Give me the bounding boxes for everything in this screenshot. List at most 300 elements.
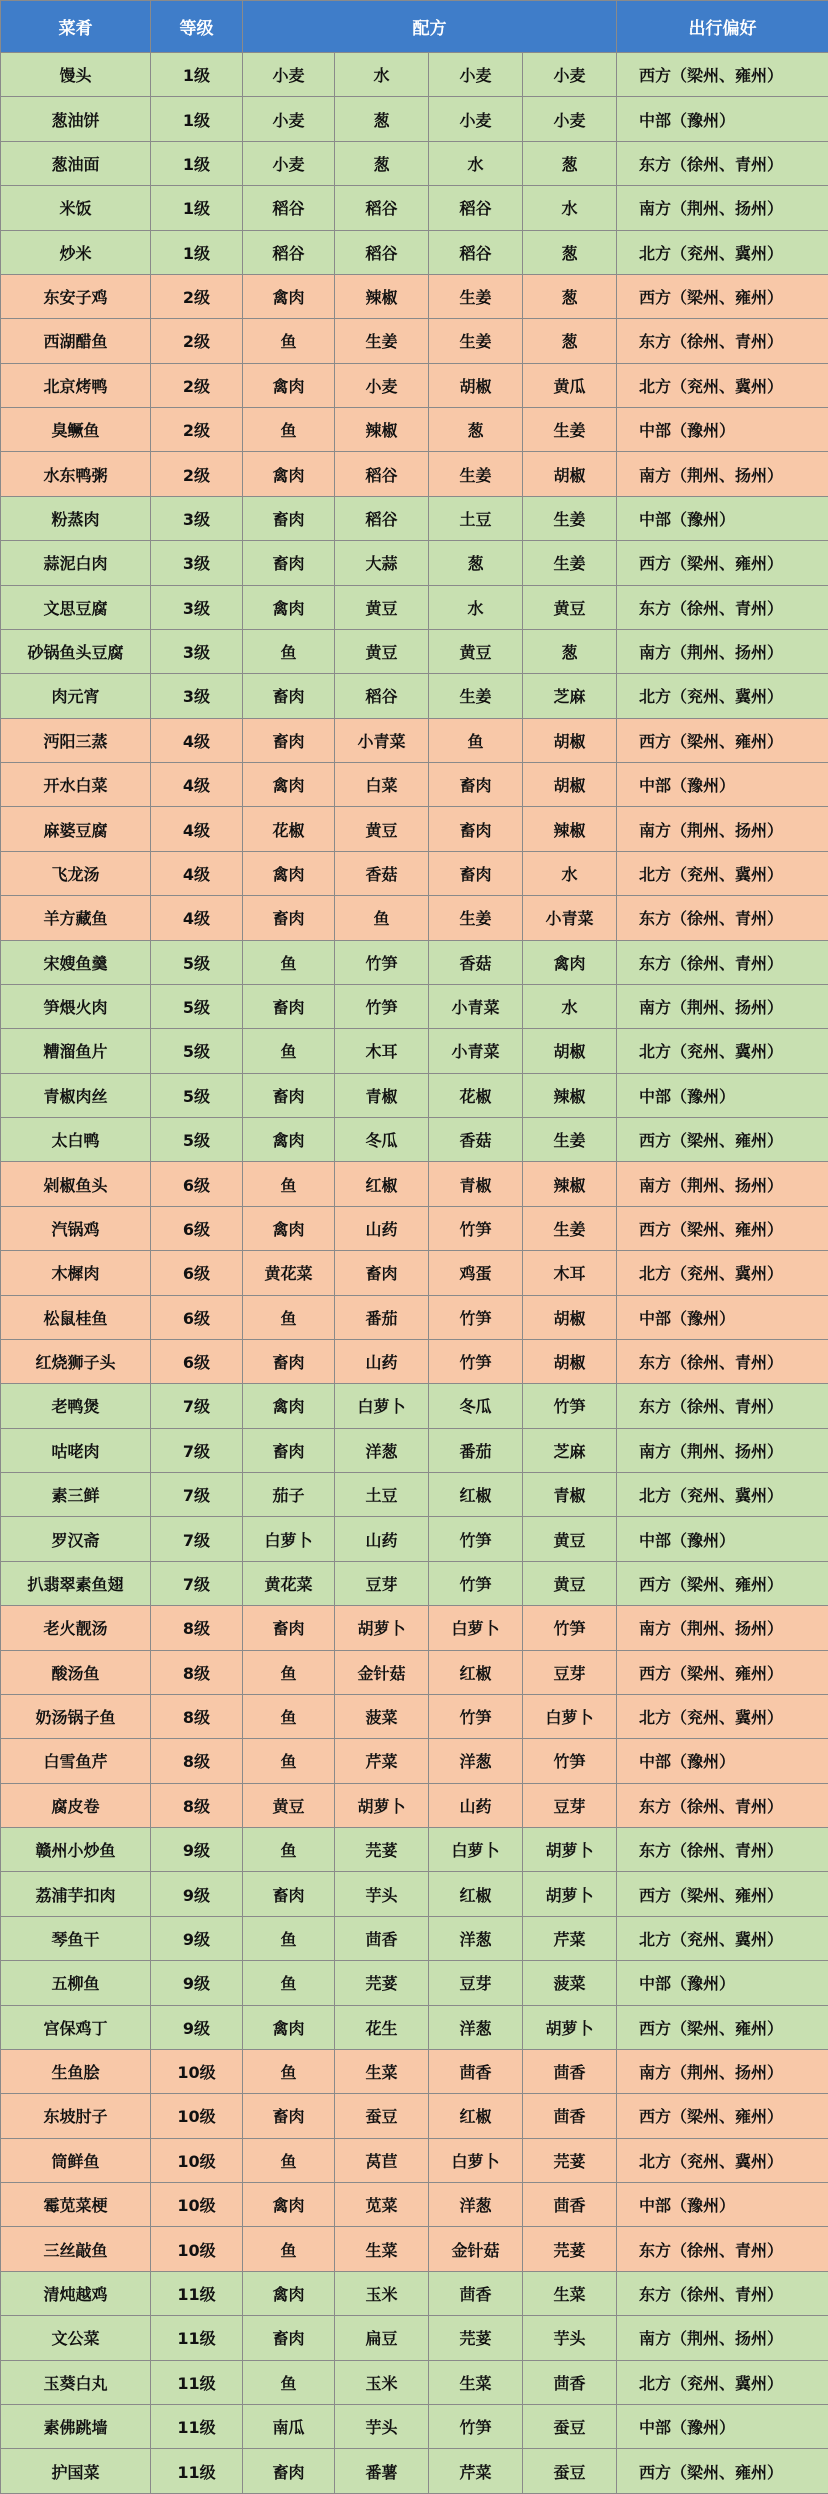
travel-preference-cell: 中部（豫州）	[617, 1517, 828, 1561]
level-cell: 11级	[151, 2449, 243, 2494]
dish-name-cell: 剁椒鱼头	[1, 1162, 151, 1206]
level-cell: 4级	[151, 896, 243, 940]
ingredient-cell: 葱	[523, 274, 617, 318]
ingredient-cell: 鸡蛋	[429, 1251, 523, 1295]
travel-preference-cell: 东方（徐州、青州）	[617, 1783, 828, 1827]
ingredient-cell: 红椒	[429, 1872, 523, 1916]
level-cell: 8级	[151, 1694, 243, 1738]
ingredient-cell: 生姜	[429, 674, 523, 718]
table-body	[1, 53, 828, 2494]
ingredient-cell: 菠菜	[523, 1961, 617, 2005]
table-row	[1, 1961, 828, 2005]
level-cell: 10级	[151, 2049, 243, 2093]
dish-name-cell: 生鱼脍	[1, 2049, 151, 2093]
level-cell: 7级	[151, 1384, 243, 1428]
ingredient-cell: 水	[429, 141, 523, 185]
ingredient-cell: 黄豆	[523, 1517, 617, 1561]
header-level: 等级	[151, 1, 243, 53]
ingredient-cell: 竹笋	[429, 1561, 523, 1605]
ingredient-cell: 青椒	[523, 1473, 617, 1517]
dish-name-cell: 葱油面	[1, 141, 151, 185]
dish-name-cell: 北京烤鸭	[1, 363, 151, 407]
dish-name-cell: 赣州小炒鱼	[1, 1828, 151, 1872]
ingredient-cell: 竹笋	[335, 984, 429, 1028]
ingredient-cell: 鱼	[243, 940, 335, 984]
ingredient-cell: 胡萝卜	[523, 1828, 617, 1872]
ingredient-cell: 黄花菜	[243, 1251, 335, 1295]
dish-name-cell: 东坡肘子	[1, 2094, 151, 2138]
ingredient-cell: 禽肉	[243, 1206, 335, 1250]
table-row	[1, 2404, 828, 2448]
travel-preference-cell: 东方（徐州、青州）	[617, 1828, 828, 1872]
ingredient-cell: 洋葱	[335, 1428, 429, 1472]
ingredient-cell: 玉米	[335, 2360, 429, 2404]
ingredient-cell: 茴香	[335, 1916, 429, 1960]
ingredient-cell: 禽肉	[243, 763, 335, 807]
ingredient-cell: 扁豆	[335, 2316, 429, 2360]
ingredient-cell: 小麦	[243, 141, 335, 185]
ingredient-cell: 胡椒	[523, 1339, 617, 1383]
table-row	[1, 53, 828, 97]
table-header	[1, 1, 828, 53]
ingredient-cell: 禽肉	[243, 851, 335, 895]
level-cell: 6级	[151, 1251, 243, 1295]
table-row	[1, 230, 828, 274]
travel-preference-cell: 南方（荆州、扬州）	[617, 186, 828, 230]
ingredient-cell: 花生	[335, 2005, 429, 2049]
ingredient-cell: 水	[335, 53, 429, 97]
ingredient-cell: 畜肉	[243, 1606, 335, 1650]
ingredient-cell: 红椒	[429, 1473, 523, 1517]
dish-name-cell: 酸汤鱼	[1, 1650, 151, 1694]
dish-name-cell: 老鸭煲	[1, 1384, 151, 1428]
ingredient-cell: 鱼	[243, 1961, 335, 2005]
ingredient-cell: 红椒	[429, 2094, 523, 2138]
ingredient-cell: 稻谷	[429, 230, 523, 274]
travel-preference-cell: 西方（梁州、雍州）	[617, 1561, 828, 1605]
table-row	[1, 1783, 828, 1827]
ingredient-cell: 番茄	[335, 1295, 429, 1339]
table-row	[1, 1029, 828, 1073]
ingredient-cell: 竹笋	[335, 940, 429, 984]
ingredient-cell: 禽肉	[523, 940, 617, 984]
ingredient-cell: 南瓜	[243, 2404, 335, 2448]
ingredient-cell: 黄豆	[523, 585, 617, 629]
dish-name-cell: 太白鸭	[1, 1118, 151, 1162]
ingredient-cell: 豆芽	[335, 1561, 429, 1605]
travel-preference-cell: 南方（荆州、扬州）	[617, 1162, 828, 1206]
table-row	[1, 718, 828, 762]
ingredient-cell: 白萝卜	[429, 1828, 523, 1872]
dish-name-cell: 红烧狮子头	[1, 1339, 151, 1383]
ingredient-cell: 竹笋	[429, 1694, 523, 1738]
travel-preference-cell: 南方（荆州、扬州）	[617, 1428, 828, 1472]
ingredient-cell: 黄瓜	[523, 363, 617, 407]
ingredient-cell: 花椒	[429, 1073, 523, 1117]
table-row	[1, 1916, 828, 1960]
ingredient-cell: 芫荽	[523, 2227, 617, 2271]
table-row	[1, 1650, 828, 1694]
level-cell: 1级	[151, 141, 243, 185]
travel-preference-cell: 西方（梁州、雍州）	[617, 1118, 828, 1162]
dish-name-cell: 霉苋菜梗	[1, 2183, 151, 2227]
ingredient-cell: 禽肉	[243, 363, 335, 407]
ingredient-cell: 青椒	[429, 1162, 523, 1206]
ingredient-cell: 茴香	[429, 2049, 523, 2093]
table-row	[1, 984, 828, 1028]
ingredient-cell: 生菜	[335, 2049, 429, 2093]
ingredient-cell: 畜肉	[243, 1428, 335, 1472]
level-cell: 1级	[151, 97, 243, 141]
ingredient-cell: 鱼	[243, 319, 335, 363]
ingredient-cell: 鱼	[243, 629, 335, 673]
table-row	[1, 2183, 828, 2227]
ingredient-cell: 番薯	[335, 2449, 429, 2494]
table-row	[1, 2360, 828, 2404]
travel-preference-cell: 中部（豫州）	[617, 2183, 828, 2227]
dish-name-cell: 炒米	[1, 230, 151, 274]
table-row	[1, 1872, 828, 1916]
ingredient-cell: 芋头	[335, 1872, 429, 1916]
dish-name-cell: 五柳鱼	[1, 1961, 151, 2005]
ingredient-cell: 水	[523, 186, 617, 230]
ingredient-cell: 鱼	[243, 1295, 335, 1339]
ingredient-cell: 番茄	[429, 1428, 523, 1472]
ingredient-cell: 芹菜	[429, 2449, 523, 2494]
travel-preference-cell: 东方（徐州、青州）	[617, 1384, 828, 1428]
ingredient-cell: 木耳	[523, 1251, 617, 1295]
ingredient-cell: 葱	[429, 541, 523, 585]
ingredient-cell: 小青菜	[335, 718, 429, 762]
dish-name-cell: 开水白菜	[1, 763, 151, 807]
ingredient-cell: 辣椒	[335, 408, 429, 452]
dish-name-cell: 汽锅鸡	[1, 1206, 151, 1250]
level-cell: 4级	[151, 718, 243, 762]
dish-name-cell: 文公菜	[1, 2316, 151, 2360]
header-recipe: 配方	[243, 1, 617, 53]
travel-preference-cell: 西方（梁州、雍州）	[617, 2094, 828, 2138]
travel-preference-cell: 北方（兖州、冀州）	[617, 674, 828, 718]
ingredient-cell: 茴香	[523, 2049, 617, 2093]
ingredient-cell: 白萝卜	[429, 1606, 523, 1650]
travel-preference-cell: 东方（徐州、青州）	[617, 141, 828, 185]
travel-preference-cell: 中部（豫州）	[617, 763, 828, 807]
ingredient-cell: 禽肉	[243, 585, 335, 629]
ingredient-cell: 红椒	[335, 1162, 429, 1206]
level-cell: 9级	[151, 1828, 243, 1872]
level-cell: 10级	[151, 2183, 243, 2227]
ingredient-cell: 黄豆	[335, 807, 429, 851]
ingredient-cell: 黄花菜	[243, 1561, 335, 1605]
travel-preference-cell: 北方（兖州、冀州）	[617, 2138, 828, 2182]
dish-name-cell: 宋嫂鱼羹	[1, 940, 151, 984]
ingredient-cell: 竹笋	[523, 1606, 617, 1650]
ingredient-cell: 小麦	[243, 53, 335, 97]
dish-name-cell: 奶汤锅子鱼	[1, 1694, 151, 1738]
table-row	[1, 2316, 828, 2360]
ingredient-cell: 生姜	[523, 496, 617, 540]
travel-preference-cell: 中部（豫州）	[617, 1073, 828, 1117]
ingredient-cell: 豆芽	[429, 1961, 523, 2005]
ingredient-cell: 生姜	[523, 1206, 617, 1250]
ingredient-cell: 山药	[335, 1206, 429, 1250]
ingredient-cell: 蚕豆	[523, 2449, 617, 2494]
level-cell: 5级	[151, 984, 243, 1028]
ingredient-cell: 鱼	[243, 1029, 335, 1073]
ingredient-cell: 禽肉	[243, 2183, 335, 2227]
travel-preference-cell: 南方（荆州、扬州）	[617, 807, 828, 851]
level-cell: 1级	[151, 186, 243, 230]
table-row	[1, 319, 828, 363]
ingredient-cell: 茴香	[523, 2360, 617, 2404]
ingredient-cell: 辣椒	[523, 807, 617, 851]
level-cell: 8级	[151, 1739, 243, 1783]
table-row	[1, 2138, 828, 2182]
dish-name-cell: 琴鱼干	[1, 1916, 151, 1960]
ingredient-cell: 畜肉	[243, 2094, 335, 2138]
ingredient-cell: 洋葱	[429, 2183, 523, 2227]
ingredient-cell: 花椒	[243, 807, 335, 851]
ingredient-cell: 小麦	[523, 97, 617, 141]
level-cell: 6级	[151, 1295, 243, 1339]
travel-preference-cell: 中部（豫州）	[617, 1295, 828, 1339]
ingredient-cell: 玉米	[335, 2271, 429, 2315]
dish-name-cell: 罗汉斋	[1, 1517, 151, 1561]
ingredient-cell: 水	[429, 585, 523, 629]
level-cell: 3级	[151, 585, 243, 629]
level-cell: 6级	[151, 1162, 243, 1206]
travel-preference-cell: 北方（兖州、冀州）	[617, 1916, 828, 1960]
travel-preference-cell: 北方（兖州、冀州）	[617, 363, 828, 407]
ingredient-cell: 竹笋	[523, 1739, 617, 1783]
dish-name-cell: 西湖醋鱼	[1, 319, 151, 363]
ingredient-cell: 小麦	[335, 363, 429, 407]
travel-preference-cell: 南方（荆州、扬州）	[617, 452, 828, 496]
ingredient-cell: 土豆	[335, 1473, 429, 1517]
dish-name-cell: 素三鲜	[1, 1473, 151, 1517]
ingredient-cell: 鱼	[243, 1828, 335, 1872]
ingredient-cell: 胡萝卜	[335, 1783, 429, 1827]
travel-preference-cell: 西方（梁州、雍州）	[617, 718, 828, 762]
level-cell: 6级	[151, 1206, 243, 1250]
ingredient-cell: 莴苣	[335, 2138, 429, 2182]
level-cell: 4级	[151, 807, 243, 851]
ingredient-cell: 畜肉	[243, 1073, 335, 1117]
ingredient-cell: 白萝卜	[335, 1384, 429, 1428]
level-cell: 9级	[151, 1916, 243, 1960]
ingredient-cell: 黄豆	[429, 629, 523, 673]
ingredient-cell: 白萝卜	[523, 1694, 617, 1738]
ingredient-cell: 冬瓜	[429, 1384, 523, 1428]
table-row	[1, 452, 828, 496]
dish-name-cell: 玉葵白丸	[1, 2360, 151, 2404]
table-row	[1, 1694, 828, 1738]
ingredient-cell: 胡椒	[429, 363, 523, 407]
dish-name-cell: 臭鳜鱼	[1, 408, 151, 452]
ingredient-cell: 畜肉	[429, 851, 523, 895]
ingredient-cell: 茴香	[523, 2183, 617, 2227]
ingredient-cell: 畜肉	[243, 674, 335, 718]
ingredient-cell: 芋头	[523, 2316, 617, 2360]
level-cell: 10级	[151, 2138, 243, 2182]
ingredient-cell: 生菜	[335, 2227, 429, 2271]
ingredient-cell: 畜肉	[335, 1251, 429, 1295]
ingredient-cell: 竹笋	[429, 1339, 523, 1383]
level-cell: 11级	[151, 2404, 243, 2448]
ingredient-cell: 白菜	[335, 763, 429, 807]
ingredient-cell: 山药	[429, 1783, 523, 1827]
level-cell: 2级	[151, 363, 243, 407]
level-cell: 7级	[151, 1561, 243, 1605]
ingredient-cell: 鱼	[243, 1694, 335, 1738]
ingredient-cell: 芫荽	[335, 1828, 429, 1872]
travel-preference-cell: 北方（兖州、冀州）	[617, 1694, 828, 1738]
table-row	[1, 1339, 828, 1383]
ingredient-cell: 洋葱	[429, 2005, 523, 2049]
ingredient-cell: 稻谷	[429, 186, 523, 230]
header-dish: 菜肴	[1, 1, 151, 53]
table-row	[1, 1606, 828, 1650]
ingredient-cell: 青椒	[335, 1073, 429, 1117]
ingredient-cell: 胡萝卜	[335, 1606, 429, 1650]
ingredient-cell: 芝麻	[523, 1428, 617, 1472]
ingredient-cell: 芝麻	[523, 674, 617, 718]
dish-name-cell: 腐皮卷	[1, 1783, 151, 1827]
ingredient-cell: 水	[523, 984, 617, 1028]
ingredient-cell: 生菜	[429, 2360, 523, 2404]
level-cell: 4级	[151, 763, 243, 807]
ingredient-cell: 葱	[523, 141, 617, 185]
ingredient-cell: 稻谷	[335, 230, 429, 274]
table-row	[1, 629, 828, 673]
ingredient-cell: 黄豆	[335, 629, 429, 673]
ingredient-cell: 鱼	[243, 2360, 335, 2404]
level-cell: 11级	[151, 2360, 243, 2404]
ingredient-cell: 鱼	[335, 896, 429, 940]
travel-preference-cell: 南方（荆州、扬州）	[617, 1606, 828, 1650]
travel-preference-cell: 南方（荆州、扬州）	[617, 2316, 828, 2360]
ingredient-cell: 山药	[335, 1517, 429, 1561]
table-row	[1, 496, 828, 540]
ingredient-cell: 禽肉	[243, 1384, 335, 1428]
travel-preference-cell: 中部（豫州）	[617, 2404, 828, 2448]
dish-name-cell: 老火靓汤	[1, 1606, 151, 1650]
dish-name-cell: 粉蒸肉	[1, 496, 151, 540]
dish-name-cell: 水东鸭粥	[1, 452, 151, 496]
dish-name-cell: 白雪鱼芹	[1, 1739, 151, 1783]
ingredient-cell: 芫荽	[429, 2316, 523, 2360]
dish-name-cell: 清炖越鸡	[1, 2271, 151, 2315]
ingredient-cell: 生姜	[523, 541, 617, 585]
ingredient-cell: 小麦	[429, 97, 523, 141]
dish-name-cell: 木樨肉	[1, 1251, 151, 1295]
table-row	[1, 274, 828, 318]
ingredient-cell: 鱼	[243, 2227, 335, 2271]
table-row	[1, 2271, 828, 2315]
table-row	[1, 363, 828, 407]
level-cell: 11级	[151, 2271, 243, 2315]
ingredient-cell: 畜肉	[429, 807, 523, 851]
ingredient-cell: 芋头	[335, 2404, 429, 2448]
ingredient-cell: 胡椒	[523, 763, 617, 807]
dish-name-cell: 蒜泥白肉	[1, 541, 151, 585]
ingredient-cell: 竹笋	[429, 2404, 523, 2448]
ingredient-cell: 竹笋	[429, 1517, 523, 1561]
ingredient-cell: 生姜	[429, 274, 523, 318]
ingredient-cell: 畜肉	[429, 763, 523, 807]
dish-name-cell: 东安子鸡	[1, 274, 151, 318]
ingredient-cell: 鱼	[243, 2049, 335, 2093]
level-cell: 8级	[151, 1783, 243, 1827]
ingredient-cell: 畜肉	[243, 541, 335, 585]
dish-name-cell: 宫保鸡丁	[1, 2005, 151, 2049]
travel-preference-cell: 北方（兖州、冀州）	[617, 230, 828, 274]
level-cell: 9级	[151, 1961, 243, 2005]
travel-preference-cell: 东方（徐州、青州）	[617, 896, 828, 940]
level-cell: 5级	[151, 1029, 243, 1073]
level-cell: 7级	[151, 1428, 243, 1472]
ingredient-cell: 竹笋	[523, 1384, 617, 1428]
dish-name-cell: 糟溜鱼片	[1, 1029, 151, 1073]
ingredient-cell: 小麦	[523, 53, 617, 97]
ingredient-cell: 禽肉	[243, 274, 335, 318]
level-cell: 6级	[151, 1339, 243, 1383]
travel-preference-cell: 东方（徐州、青州）	[617, 1339, 828, 1383]
table-row	[1, 2049, 828, 2093]
ingredient-cell: 芹菜	[523, 1916, 617, 1960]
travel-preference-cell: 中部（豫州）	[617, 1739, 828, 1783]
ingredient-cell: 稻谷	[335, 452, 429, 496]
travel-preference-cell: 东方（徐州、青州）	[617, 585, 828, 629]
dish-name-cell: 沔阳三蒸	[1, 718, 151, 762]
ingredient-cell: 小麦	[429, 53, 523, 97]
travel-preference-cell: 西方（梁州、雍州）	[617, 53, 828, 97]
ingredient-cell: 蚕豆	[523, 2404, 617, 2448]
ingredient-cell: 稻谷	[243, 186, 335, 230]
ingredient-cell: 白萝卜	[243, 1517, 335, 1561]
ingredient-cell: 鱼	[243, 1162, 335, 1206]
ingredient-cell: 鱼	[243, 2138, 335, 2182]
table-row	[1, 585, 828, 629]
travel-preference-cell: 东方（徐州、青州）	[617, 2227, 828, 2271]
ingredient-cell: 生姜	[429, 319, 523, 363]
ingredient-cell: 葱	[523, 629, 617, 673]
ingredient-cell: 鱼	[243, 1916, 335, 1960]
dish-name-cell: 葱油饼	[1, 97, 151, 141]
ingredient-cell: 冬瓜	[335, 1118, 429, 1162]
ingredient-cell: 畜肉	[243, 2316, 335, 2360]
level-cell: 7级	[151, 1517, 243, 1561]
table-row	[1, 940, 828, 984]
level-cell: 3级	[151, 674, 243, 718]
travel-preference-cell: 中部（豫州）	[617, 408, 828, 452]
travel-preference-cell: 南方（荆州、扬州）	[617, 629, 828, 673]
ingredient-cell: 小麦	[243, 97, 335, 141]
table-row	[1, 1251, 828, 1295]
ingredient-cell: 土豆	[429, 496, 523, 540]
ingredient-cell: 胡椒	[523, 718, 617, 762]
travel-preference-cell: 中部（豫州）	[617, 1961, 828, 2005]
ingredient-cell: 胡椒	[523, 1029, 617, 1073]
ingredient-cell: 黄豆	[243, 1783, 335, 1827]
dish-name-cell: 素佛跳墙	[1, 2404, 151, 2448]
ingredient-cell: 茴香	[523, 2094, 617, 2138]
table-row	[1, 141, 828, 185]
ingredient-cell: 茄子	[243, 1473, 335, 1517]
dish-name-cell: 荔浦芋扣肉	[1, 1872, 151, 1916]
ingredient-cell: 稻谷	[243, 230, 335, 274]
ingredient-cell: 生姜	[429, 452, 523, 496]
